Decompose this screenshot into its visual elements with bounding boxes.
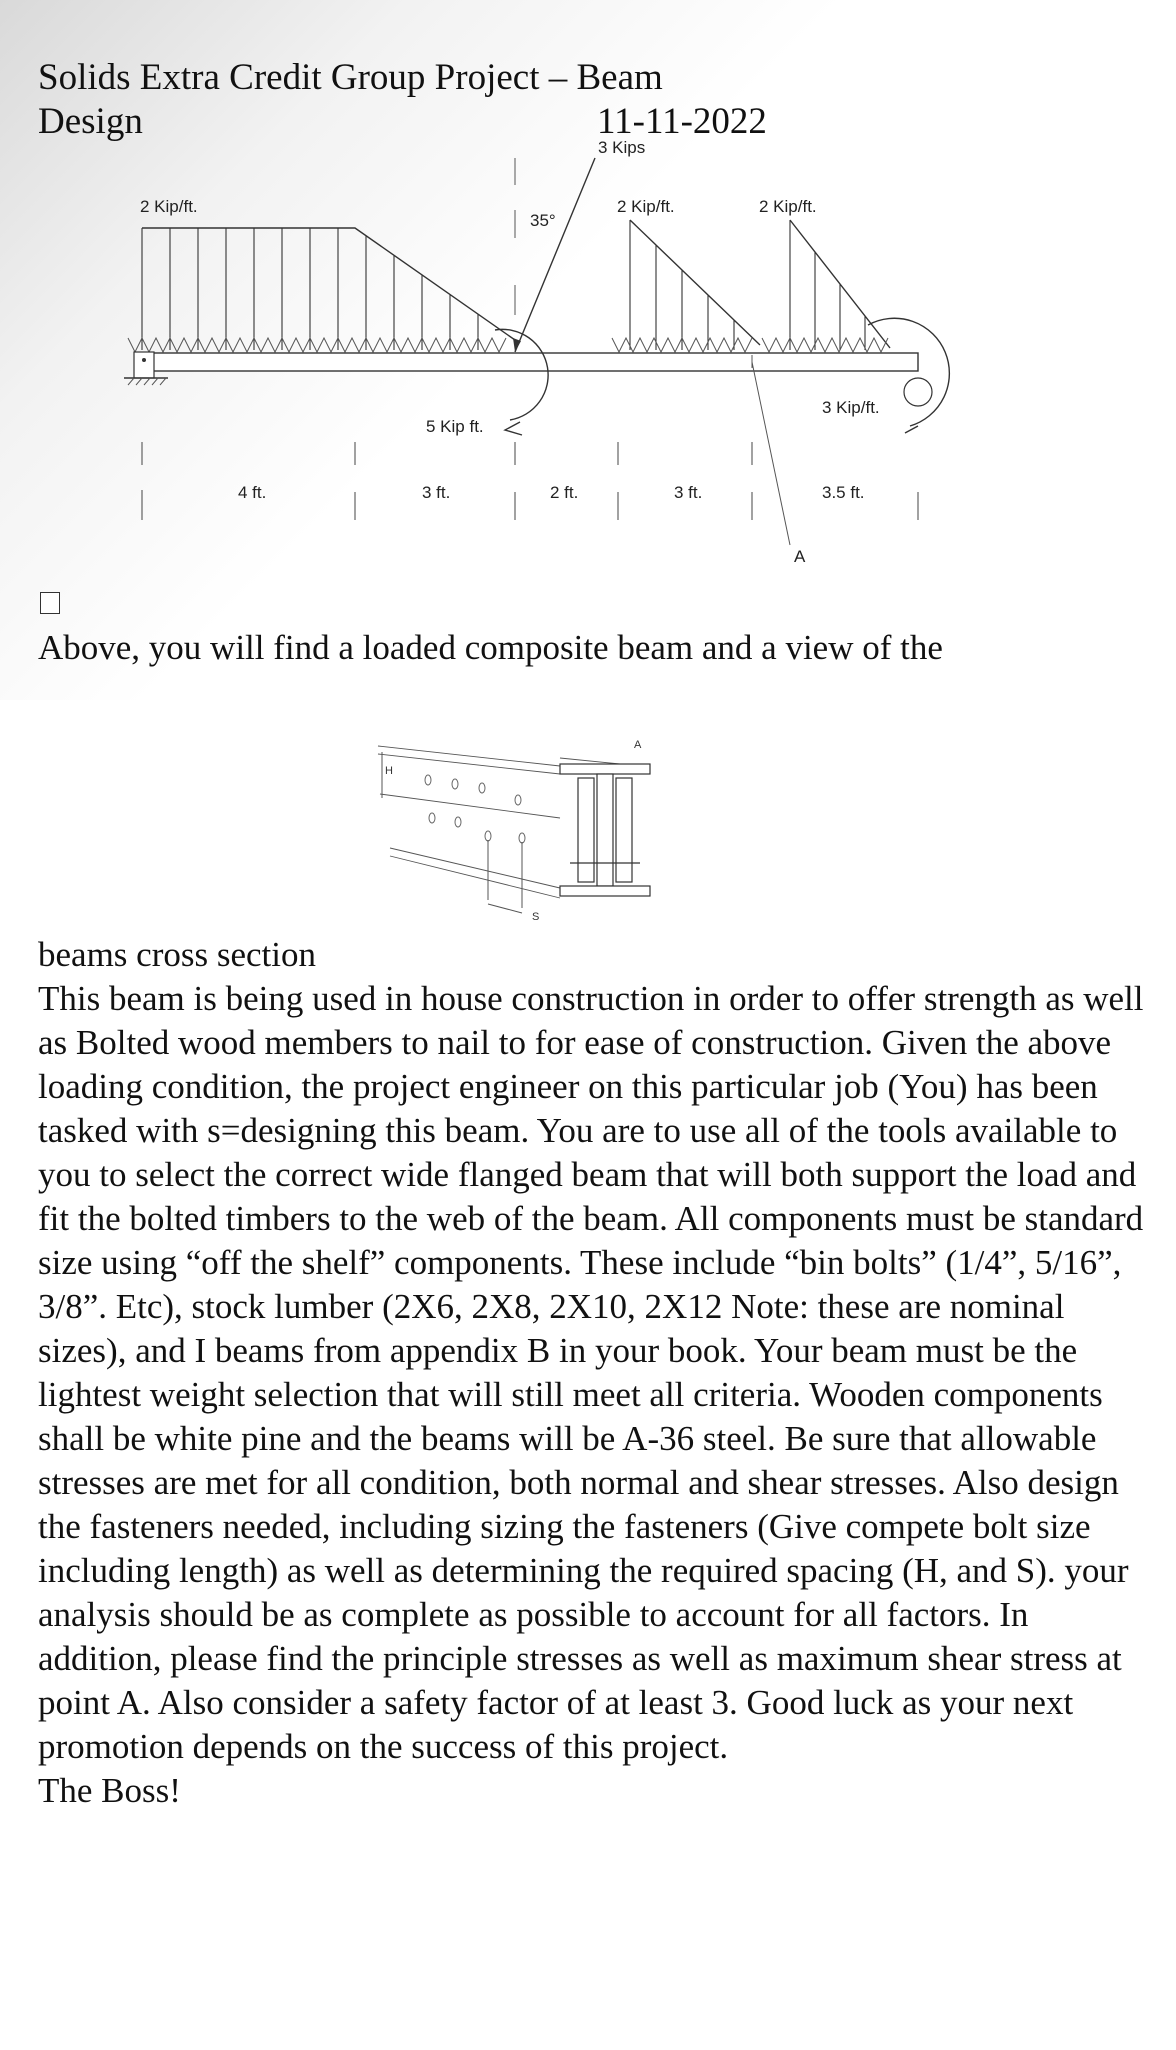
signoff: The Boss! [38, 1771, 181, 1810]
checkbox[interactable] [40, 592, 60, 614]
cross-section-diagram [360, 738, 680, 928]
i-beam-end [560, 764, 650, 896]
page-date: 11-11-2022 [597, 101, 767, 142]
moment-left-label: 5 Kip ft. [426, 417, 484, 436]
roller-support [904, 378, 932, 406]
moment-right-label: 3 Kip/ft. [822, 398, 880, 417]
page-title-line-2: Design [38, 101, 143, 142]
point-a-leader [752, 362, 790, 545]
intro-text: Above, you will find a loaded composite beam and a view of the [38, 628, 943, 667]
pin-support [134, 352, 154, 378]
dist-load-3-arrowheads [762, 338, 888, 352]
page-title-line-1: Solids Extra Credit Group Project – Beam [38, 57, 663, 98]
point-a-label: A [794, 547, 806, 566]
angle-label: 35° [530, 211, 556, 230]
dim-4-label: 3 ft. [674, 483, 703, 502]
dist-load-1-arrows [142, 228, 478, 350]
point-load-label: 3 Kips [598, 138, 646, 157]
dist-load-left-label: 2 Kip/ft. [140, 197, 198, 216]
beam-body [140, 353, 918, 371]
label-s: S [532, 911, 540, 923]
dist-load-mid-label: 2 Kip/ft. [617, 197, 675, 216]
dim-5-label: 3.5 ft. [822, 483, 865, 502]
dimension-ticks [142, 442, 918, 520]
dim-1-label: 4 ft. [238, 483, 267, 502]
problem-paragraph: This beam is being used in house construction in order to offer strength as well as Bolted wood members to nail to for ease of construction. Given the above loading condition, the project engineer on this particular job (You) has been tasked with s=designing this beam. You are to use all of the tools available to you to select the correct wide flanged beam that will both support the load and fit the bolted timbers to the web of the beam. All components must be standard size using “off the shelf” components. These include “bin bolts” (1/4”, 5/16”, 3/8”. Etc), stock lumber (2X6, 2X8, 2X10, 2X12 Note: these are nominal sizes), and I beams from appendix B in your book. Your beam must be the lightest weight selection that will still meet all criteria. Wooden components shall be white pine and the beams will be A-36 steel. Be sure that allowable stresses are met for all condition, both normal and shear stresses. Also design the fasteners needed, including sizing the fasteners (Give compete bolt size including length) as well as determining the required spacing (H, and S). your analysis should be as complete as possible to account for all factors. In addition, please find the principle stresses as well as maximum shear stress at point A. Also consider a safety factor of at least 3. Good luck as your next promotion depends on the success of this project. [38, 979, 1144, 1766]
dist-load-right-label: 2 Kip/ft. [759, 197, 817, 216]
dist-load-3-arrows [790, 220, 865, 350]
dim-3-label: 2 ft. [550, 483, 579, 502]
cross-section-caption: beams cross section [38, 935, 316, 974]
label-h: H [385, 765, 393, 777]
bolt-symbols [425, 775, 525, 843]
dist-load-2-arrows [630, 220, 734, 350]
dist-load-2-outline [630, 220, 760, 345]
beam-loading-diagram [0, 130, 1176, 590]
point-load-arrow [515, 158, 595, 352]
body-text [38, 933, 1148, 1813]
moment-left-arrowhead [505, 422, 522, 435]
label-a: A [634, 739, 642, 751]
dim-2-label: 3 ft. [422, 483, 451, 502]
dist-load-1-arrowheads [128, 338, 506, 352]
